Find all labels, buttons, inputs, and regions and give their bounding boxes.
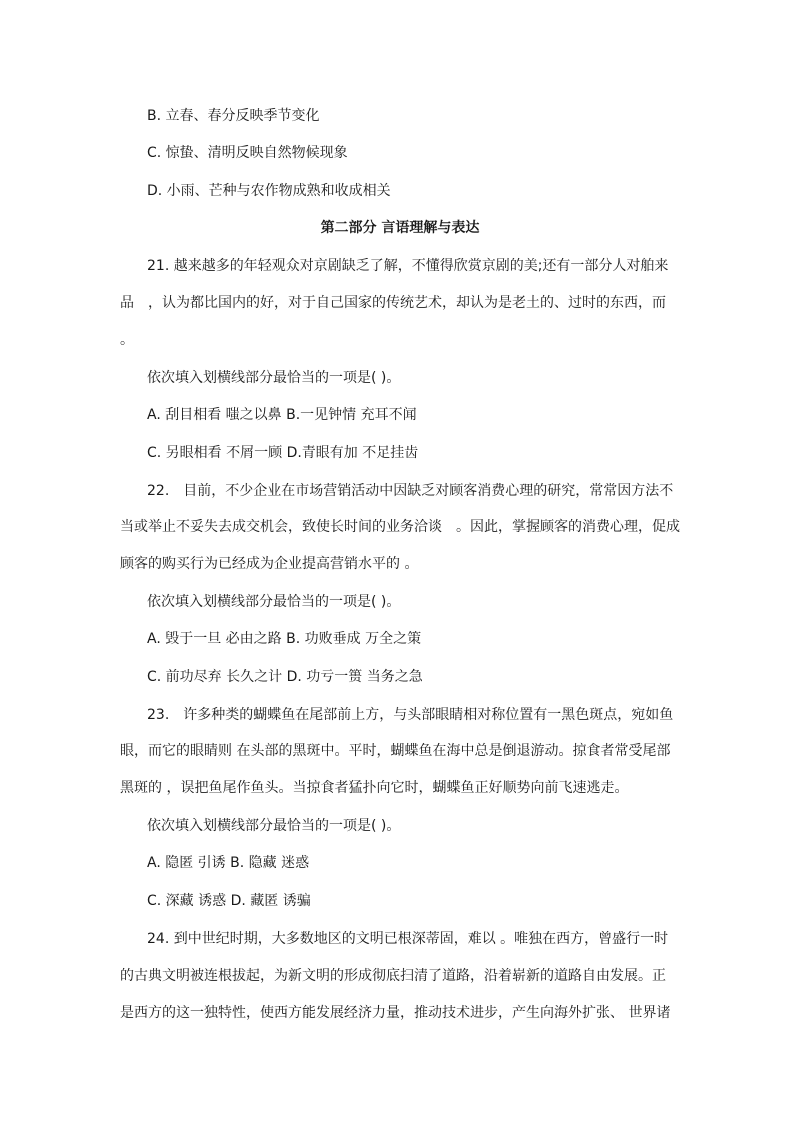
q22-line-3: 顾客的购买行为已经成为企业提高营销水平的 。 <box>120 556 419 572</box>
q21-options-ab: A. 刮目相看 嗤之以鼻 B.一见钟情 充耳不闻 <box>147 407 417 423</box>
q23-line-3: 黑斑的 ，误把鱼尾作鱼头。当掠食者猛扑向它时，蝴蝶鱼正好顺势向前飞速逃走。 <box>120 780 629 796</box>
q22-line-2: 当或举止不妥失去成交机会，致使长时间的业务洽谈 。因此，掌握顾客的消费心理，促成 <box>120 519 680 535</box>
q24-line-3: 是西方的这一独特性，使西方能发展经济力量，推动技术进步，产生向海外扩张、 世界诸 <box>120 1005 671 1021</box>
q23-line-1: 23. 许多种类的蝴蝶鱼在尾部前上方，与头部眼睛相对称位置有一黑色斑点，宛如鱼 <box>147 707 674 723</box>
q23-options-ab: A. 隐匿 引诱 B. 隐藏 迷惑 <box>147 855 310 871</box>
option-c-part1: C. 惊蛰、清明反映自然物候现象 <box>147 145 348 161</box>
option-d-part1: D. 小雨、芒种与农作物成熟和收成相关 <box>147 183 391 199</box>
q22-options-ab: A. 毁于一旦 必由之路 B. 功败垂成 万全之策 <box>147 631 422 647</box>
q23-options-cd: C. 深藏 诱惑 D. 藏匿 诱骗 <box>147 893 311 909</box>
q21-prompt: 依次填入划横线部分最恰当的一项是( )。 <box>147 370 401 386</box>
q24-line-2: 的古典文明被连根拔起，为新文明的形成彻底扫清了道路，沿着崭新的道路自由发展。正 <box>120 968 666 984</box>
q23-line-2: 眼，而它的眼睛则 在头部的黑斑中。平时，蝴蝶鱼在海中总是倒退游动。掠食者常受尾部 <box>120 743 671 759</box>
q22-line-1: 22. 目前，不少企业在市场营销活动中因缺乏对顾客消费心理的研究，常常因方法不 <box>147 483 674 499</box>
q21-line-2: 品 ，认为都比国内的好，对于自己国家的传统艺术，却认为是老土的、过时的东西，而 <box>120 295 666 311</box>
q21-line-3: 。 <box>120 332 134 348</box>
q21-line-1: 21. 越来越多的年轻观众对京剧缺乏了解，不懂得欣赏京剧的美;还有一部分人对舶来 <box>147 258 669 274</box>
q24-line-1: 24. 到中世纪时期，大多数地区的文明已根深蒂固，难以 。唯独在西方，曾盛行一时 <box>147 931 669 947</box>
section-heading: 第二部分 言语理解与表达 <box>320 220 480 236</box>
q22-options-cd: C. 前功尽弃 长久之计 D. 功亏一篑 当务之急 <box>147 669 423 685</box>
q21-options-cd: C. 另眼相看 不屑一顾 D.青眼有加 不足挂齿 <box>147 445 419 461</box>
option-b-part1: B. 立春、春分反映季节变化 <box>147 108 320 124</box>
q22-prompt: 依次填入划横线部分最恰当的一项是( )。 <box>147 594 401 610</box>
q23-prompt: 依次填入划横线部分最恰当的一项是( )。 <box>147 818 401 834</box>
